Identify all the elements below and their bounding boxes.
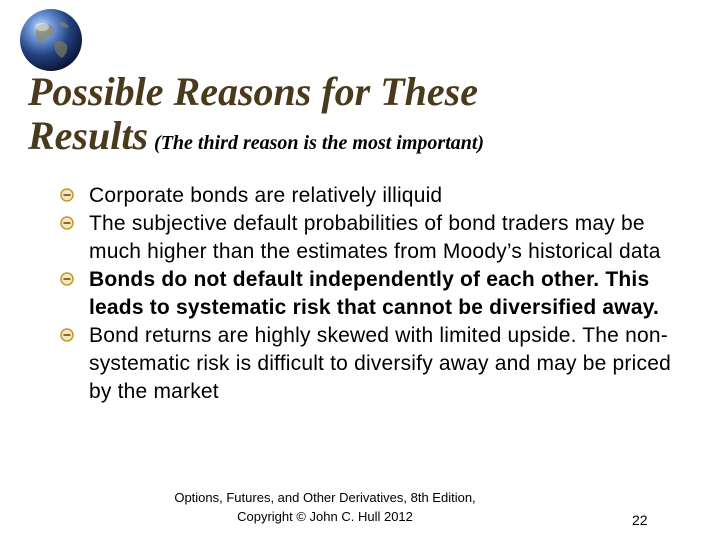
footer-line-2: Copyright © John C. Hull 2012 [237,509,413,524]
bullet-text-2: The subjective default probabilities of bond traders may be much higher than the estimates from Moody’s historical data [89,212,661,263]
bullet-text-3: Bonds do not default independently of each other. This leads to systematic risk that cannot be diversified away. [89,268,660,319]
page-number: 22 [632,512,648,528]
bullet-text-1: Corporate bonds are relatively illiquid [89,184,443,207]
ring-bullet-icon [60,188,74,202]
ring-bullet-icon [60,216,74,230]
title-subtitle: (The third reason is the most important) [154,132,485,154]
bullet-item-2 [60,210,680,266]
bullet-item-3 [60,266,680,322]
ring-bullet-icon [60,328,74,342]
bullet-item-1 [60,182,680,210]
bullet-item-4 [60,322,680,406]
footer-line-1: Options, Futures, and Other Derivatives, 8th Edition, [174,490,476,505]
title-line-1: Possible Reasons for These [28,69,478,114]
ring-bullet-icon [60,272,74,286]
footer [130,488,520,526]
bullet-text-4: Bond returns are highly skewed with limited upside. The non-systematic risk is difficult to diversify away and may be priced by the market [89,324,671,403]
slide-title [28,70,484,165]
globe-icon [18,7,84,73]
bullet-list [60,182,680,406]
title-line-2: Results [28,113,149,158]
